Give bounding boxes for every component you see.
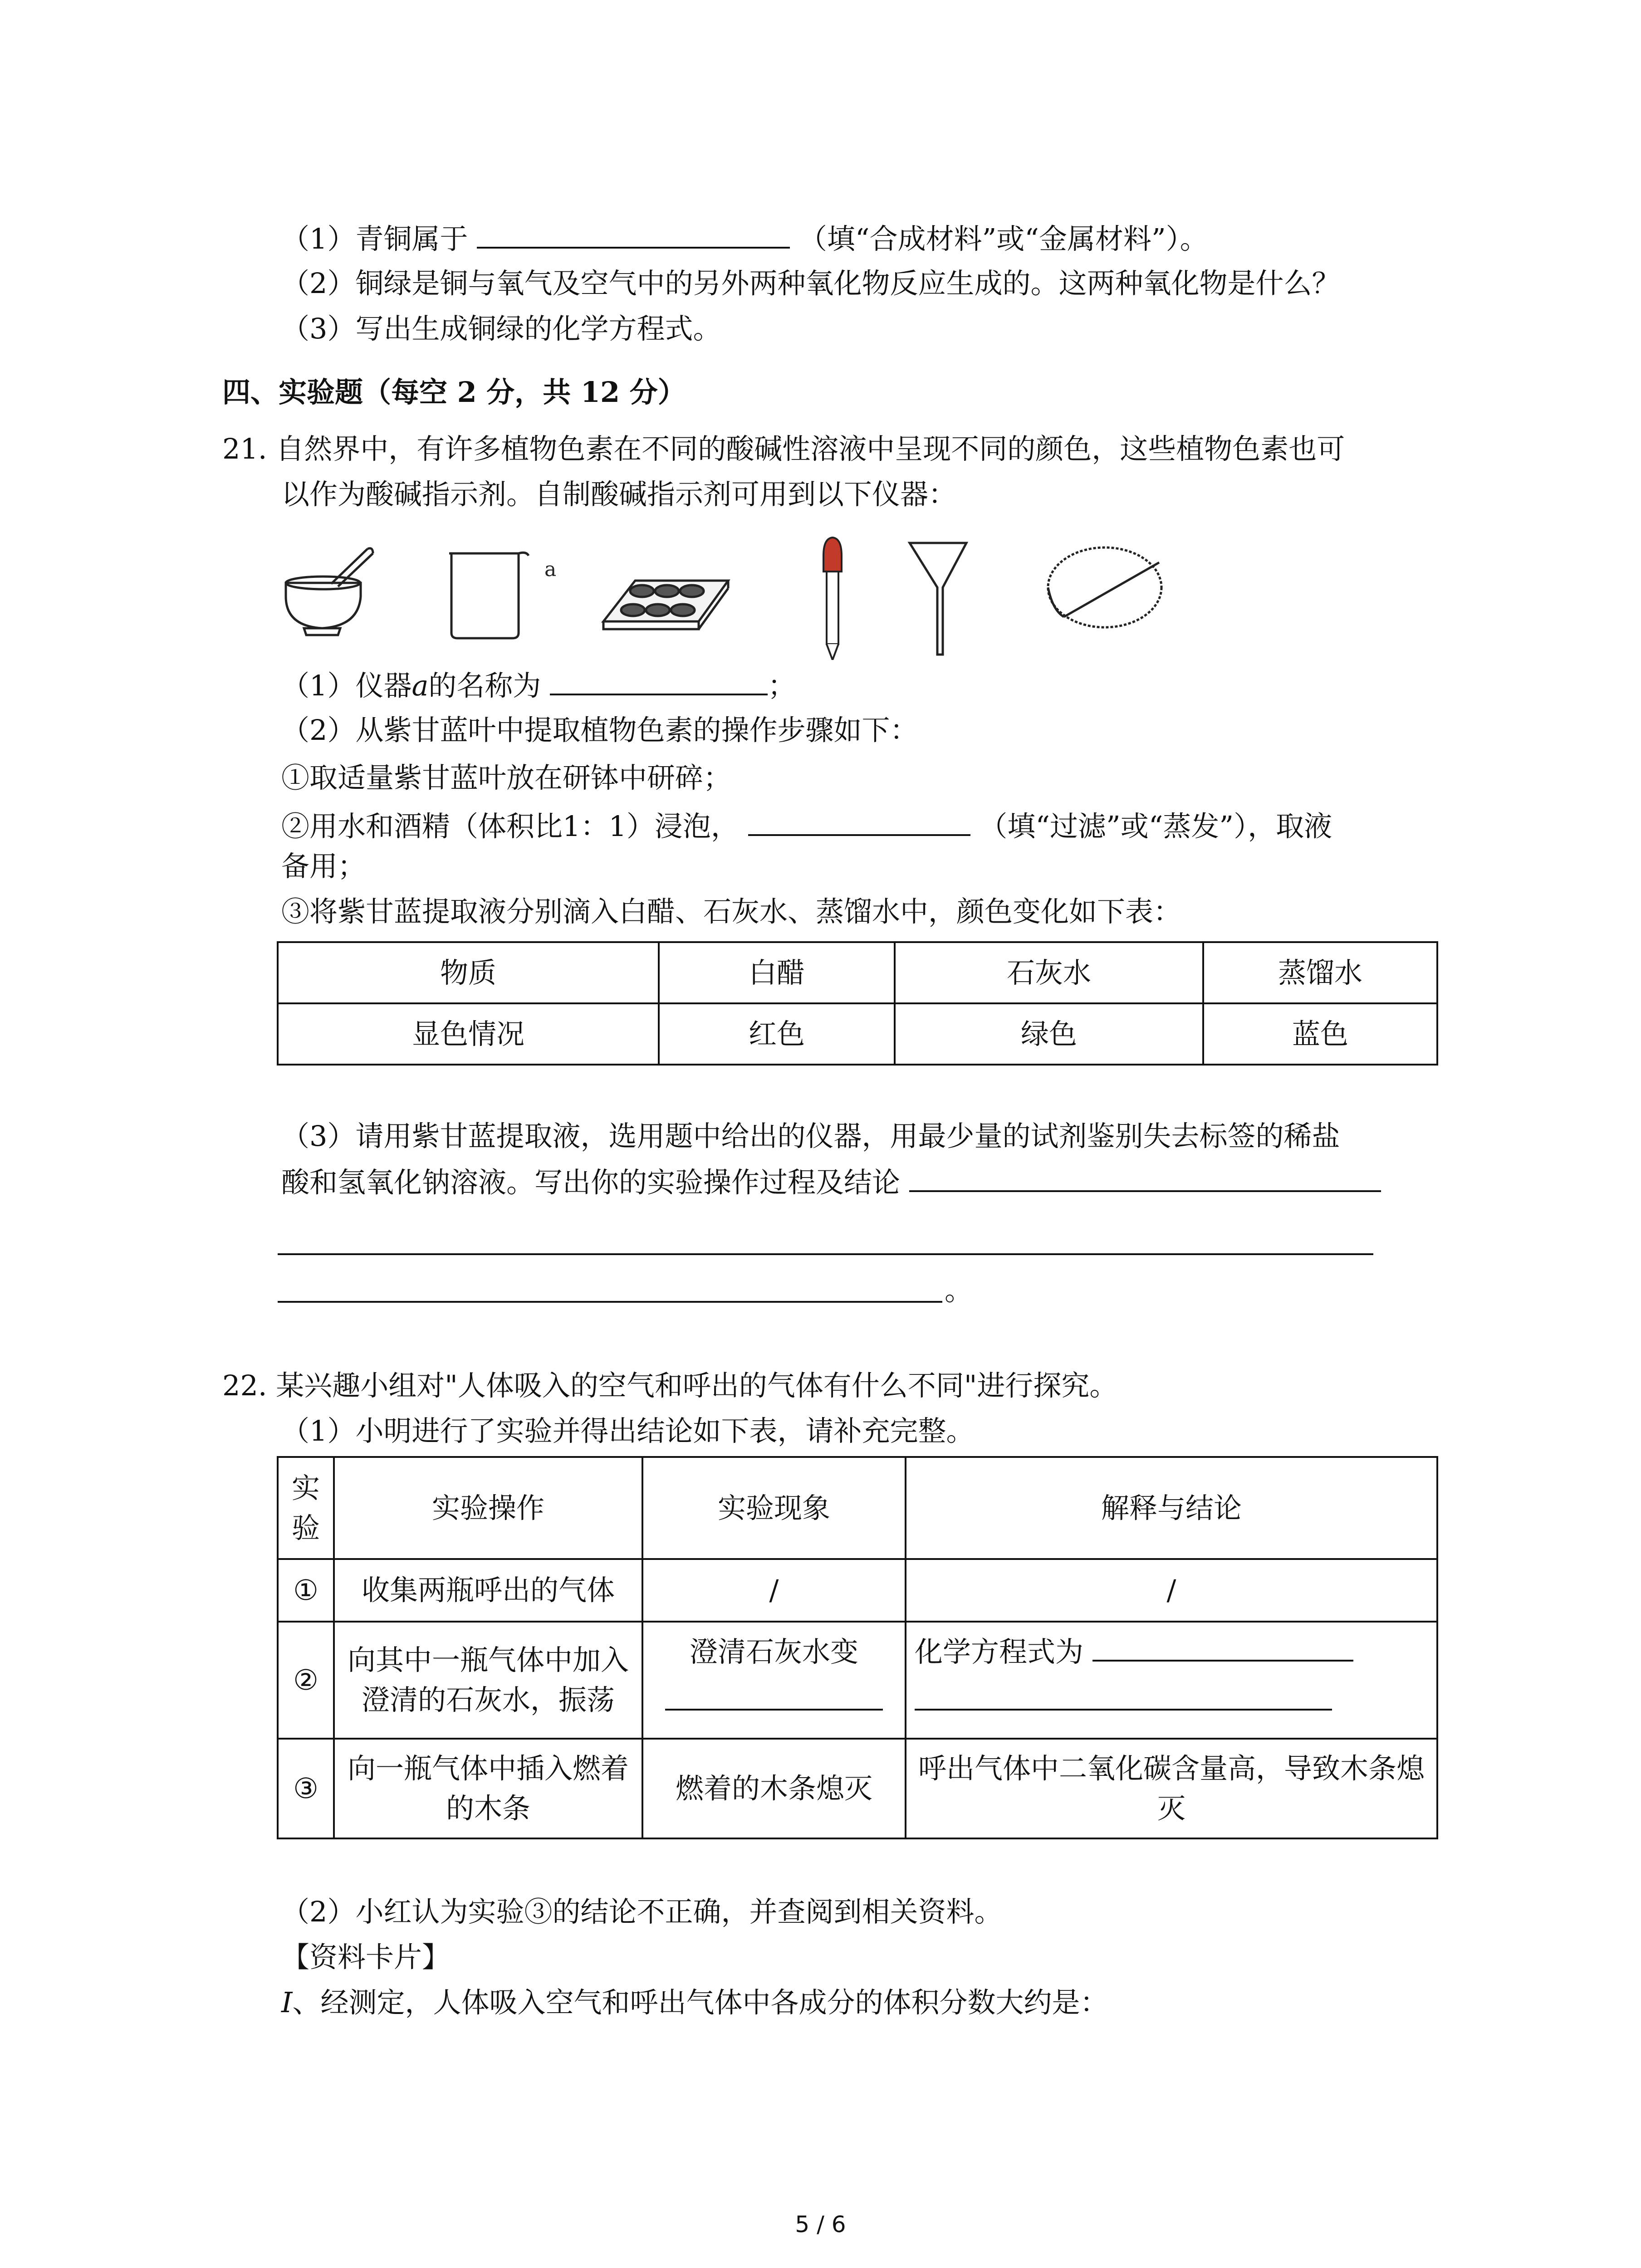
table-cell: 燃着的木条熄灭	[642, 1739, 906, 1838]
q21-stem-line1: 21. 自然界中，有许多植物色素在不同的酸碱性溶液中呈现不同的颜色，这些植物色素也可	[222, 432, 1345, 465]
apparatus-illustrations	[272, 533, 1207, 660]
q21-part1-text-c: ；	[768, 669, 796, 702]
page-number: 5 / 6	[795, 2211, 846, 2238]
q22-stem: 22. 某兴趣小组对"人体吸入的空气和呼出的气体有什么不同"进行探究。	[222, 1369, 1118, 1402]
q20-part1-text-b: （填“合成材料”或“金属材料”）。	[798, 222, 1208, 255]
table-cell	[906, 1622, 1437, 1739]
table-cell: 解释与结论	[906, 1457, 1437, 1559]
q21-part3-text: 酸和氢氧化钠溶液。写出你的实验操作过程及结论	[281, 1166, 901, 1199]
q21-part1-text-b: 的名称为	[428, 669, 541, 702]
q21-step2-blank[interactable]	[748, 805, 970, 836]
q21-part3-end: 。	[945, 1274, 973, 1307]
q21-part1-line	[281, 665, 796, 706]
table-cell: ②	[278, 1622, 334, 1739]
table-cell: 向一瓶气体中插入燃着的木条	[334, 1739, 642, 1838]
q21-step1: ①取适量紫甘蓝叶放在研钵中研碎；	[281, 761, 732, 794]
table-row	[278, 942, 1437, 1003]
q21-part1-blank[interactable]	[550, 665, 768, 695]
experiment-table	[277, 1456, 1438, 1839]
info-card-title: 【资料卡片】	[281, 1941, 451, 1974]
funnel-icon	[910, 543, 966, 655]
q20-part1-text-a: （1）青铜属于	[281, 222, 468, 255]
q21-part3-blank-2[interactable]	[278, 1253, 1373, 1255]
q20-part3: （3）写出生成铜绿的化学方程式。	[281, 312, 721, 345]
q21-stem-line2: 以作为酸碱指示剂。自制酸碱指示剂可用到以下仪器：	[281, 478, 957, 511]
table-row	[278, 1622, 1437, 1739]
phenomenon-blank[interactable]	[665, 1691, 883, 1711]
dropper-icon	[823, 538, 842, 660]
info-item1-numeral: I	[281, 1986, 293, 2019]
table-cell: 收集两瓶呼出的气体	[334, 1559, 642, 1622]
table-cell: 绿色	[895, 1003, 1203, 1065]
color-change-table	[277, 941, 1438, 1066]
table-cell: /	[906, 1559, 1437, 1622]
q21-part3-blank-1[interactable]	[909, 1161, 1381, 1192]
q21-step2-line	[281, 805, 1332, 847]
table-cell: 蒸馏水	[1203, 942, 1437, 1003]
q21-part1-text-a: （1）仪器	[281, 669, 412, 702]
q22-part1: （1）小明进行了实验并得出结论如下表，请补充完整。	[281, 1414, 975, 1447]
info-item1-text: 、经测定，人体吸入空气和呼出气体中各成分的体积分数大约是：	[292, 1986, 1108, 2019]
table-cell: 石灰水	[895, 942, 1203, 1003]
apparatus-label-a: a	[544, 558, 557, 581]
table-cell: ③	[278, 1739, 334, 1838]
q21-part3-line2	[281, 1161, 1381, 1203]
q20-part1-blank[interactable]	[477, 218, 790, 249]
table-cell: 实验	[278, 1457, 334, 1559]
q20-part2: （2）铜绿是铜与氧气及空气中的另外两种氧化物反应生成的。这两种氧化物是什么？	[281, 267, 1340, 300]
q22-part2: （2）小红认为实验③的结论不正确，并查阅到相关资料。	[281, 1895, 1003, 1928]
table-cell: 显色情况	[278, 1003, 659, 1065]
beaker-icon	[449, 552, 529, 638]
equation-blank-1[interactable]	[1092, 1642, 1353, 1662]
phenomenon-text: 澄清石灰水变	[689, 1635, 858, 1668]
table-row	[278, 1003, 1437, 1065]
q21-part3-line1: （3）请用紫甘蓝提取液，选用题中给出的仪器，用最少量的试剂鉴别失去标签的稀盐	[281, 1119, 1340, 1153]
info-card-item1	[281, 1982, 1108, 2023]
section4-title: 四、实验题（每空 2 分，共 12 分）	[222, 376, 686, 409]
q21-step2-continued: 备用；	[281, 850, 366, 883]
table-cell	[642, 1622, 906, 1739]
q20-part1-line	[281, 218, 1208, 259]
q21-part2: （2）从紫甘蓝叶中提取植物色素的操作步骤如下：	[281, 714, 918, 747]
filter-paper-icon	[1048, 547, 1161, 627]
table-row	[278, 1559, 1437, 1622]
table-cell: 物质	[278, 942, 659, 1003]
q21-step3: ③将紫甘蓝提取液分别滴入白醋、石灰水、蒸馏水中，颜色变化如下表：	[281, 895, 1182, 928]
table-cell: /	[642, 1559, 906, 1622]
table-cell: 呼出气体中二氧化碳含量高，导致木条熄灭	[906, 1739, 1437, 1838]
equation-blank-2[interactable]	[915, 1691, 1332, 1711]
table-row	[278, 1739, 1437, 1838]
q21-step2-text-b: （填“过滤”或“蒸发”），取液	[979, 810, 1332, 843]
table-cell: 蓝色	[1203, 1003, 1437, 1065]
q21-step2-text-a: ②用水和酒精（体积比1：1）浸泡，	[281, 810, 739, 843]
equation-label: 化学方程式为	[915, 1635, 1084, 1668]
q21-part1-var: a	[411, 669, 429, 702]
table-cell: 实验现象	[642, 1457, 906, 1559]
table-cell: 红色	[659, 1003, 895, 1065]
table-row	[278, 1457, 1437, 1559]
spot-plate-icon	[603, 581, 728, 629]
q21-part3-blank-3[interactable]	[278, 1301, 942, 1303]
table-cell: 白醋	[659, 942, 895, 1003]
table-cell: 向其中一瓶气体中加入澄清的石灰水，振荡	[334, 1622, 642, 1739]
table-cell: ①	[278, 1559, 334, 1622]
mortar-pestle-icon	[286, 548, 373, 635]
table-cell: 实验操作	[334, 1457, 642, 1559]
